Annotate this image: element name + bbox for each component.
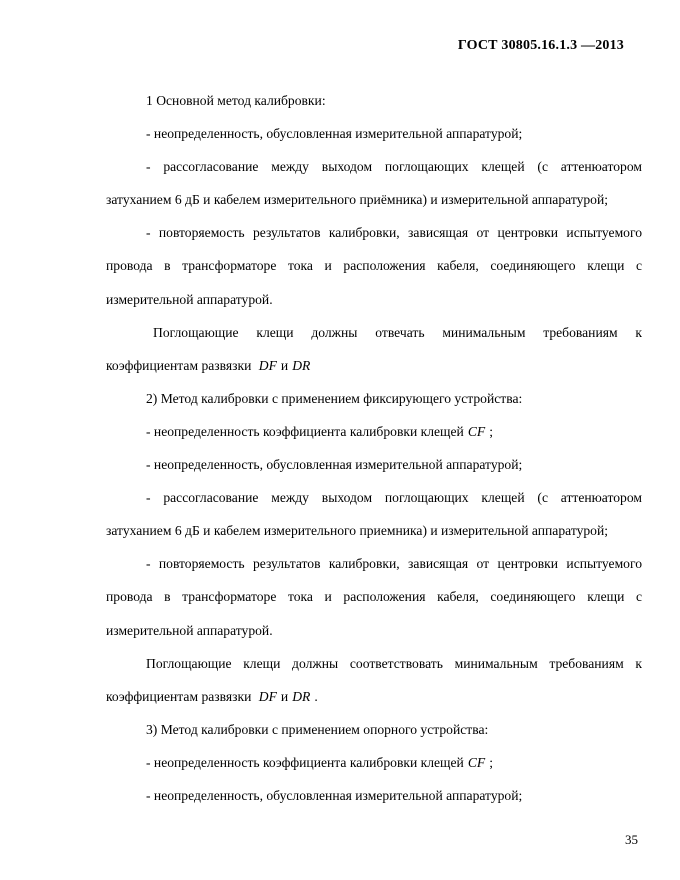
paragraph: 2) Метод калибровки с применением фиксирующего устройства: — [146, 390, 523, 406]
math-symbol-df: DF — [258, 688, 277, 704]
punctuation: ; — [489, 423, 493, 439]
paragraph-text: Поглощающие клещи должны отвечать минимальным требованиям к коэффициентам развязки — [106, 324, 642, 373]
document-body — [106, 84, 642, 812]
paragraph: - неопределенность, обусловленная измерительной аппаратурой; — [146, 457, 523, 473]
paragraph-text: - неопределенность коэффициента калибровки клещей — [146, 754, 464, 770]
paragraph — [106, 415, 642, 448]
paragraph: - повторяемость результатов калибровки, зависящая от центровки испытуемого провода в трансформаторе тока и расположения кабеля, соединяющего клещи с измерительной аппаратурой. — [106, 556, 642, 638]
paragraph: 3) Метод калибровки с применением опорного устройства: — [146, 721, 489, 737]
page-number: 35 — [625, 832, 638, 847]
paragraph: - рассогласование между выходом поглощающих клещей (с аттенюатором затуханием 6 дБ и кабелем измерительного приёмника) и измерительной аппаратурой; — [106, 159, 642, 208]
paragraph: - повторяемость результатов калибровки, зависящая от центровки испытуемого провода в трансформаторе тока и расположения кабеля, соединяющего клещи с измерительной аппаратурой. — [106, 225, 642, 307]
math-symbol-cf: CF — [467, 754, 486, 770]
paragraph — [106, 316, 642, 382]
math-symbol-dr: DR — [292, 688, 311, 704]
paragraph: - рассогласование между выходом поглощающих клещей (с аттенюатором затуханием 6 дБ и кабелем измерительного приемника) и измерительной аппаратурой; — [106, 490, 642, 539]
paragraph — [106, 746, 642, 779]
document-header: ГОСТ 30805.16.1.3 —2013 — [457, 38, 624, 53]
paragraph-text: - неопределенность коэффициента калибровки клещей — [146, 423, 464, 439]
math-symbol-cf: CF — [467, 423, 486, 439]
paragraph: 1 Основной метод калибровки: — [146, 93, 326, 108]
punctuation: ; — [489, 754, 493, 770]
paragraph — [106, 647, 642, 713]
conjunction: и — [280, 357, 289, 373]
paragraph-text: Поглощающие клещи должны соответствовать минимальным требованиям к коэффициентам развязки — [106, 655, 642, 704]
math-symbol-df: DF — [258, 357, 277, 373]
punctuation: . — [314, 688, 318, 704]
paragraph: - неопределенность, обусловленная измерительной аппаратурой; — [146, 126, 523, 142]
math-symbol-dr: DR — [292, 357, 311, 373]
conjunction: и — [280, 688, 289, 704]
paragraph: - неопределенность, обусловленная измерительной аппаратурой; — [146, 787, 523, 803]
